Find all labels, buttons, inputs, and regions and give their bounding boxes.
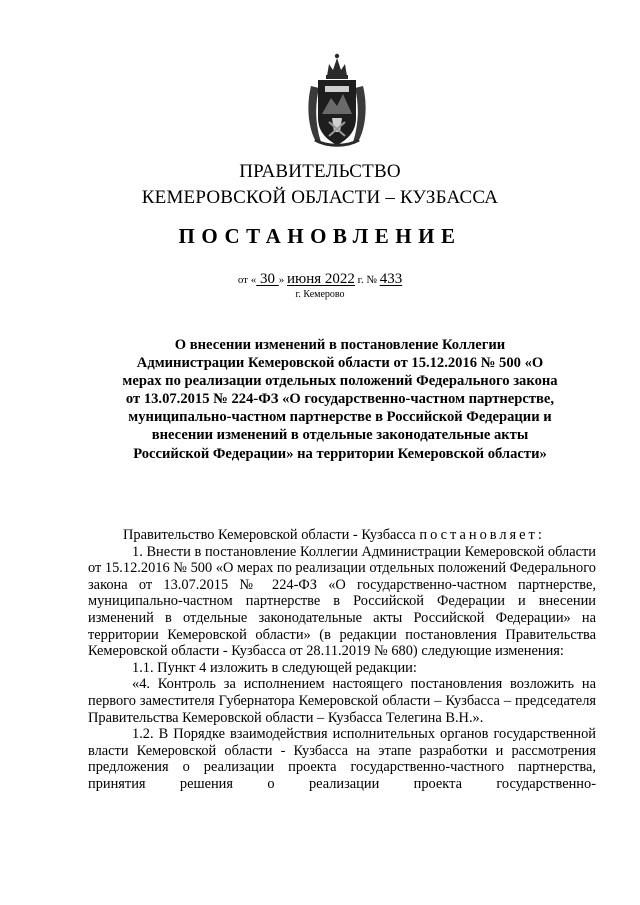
date-day: 30	[256, 271, 279, 287]
org-name-line1: ПРАВИТЕЛЬСТВО	[239, 161, 401, 182]
paragraph-1-1: 1.1. Пункт 4 изложить в следующей редакции:	[132, 659, 417, 676]
intro-verb: постановляет:	[419, 527, 545, 543]
city: г. Кемерово	[295, 289, 345, 300]
document-body	[88, 527, 596, 793]
intro-text: Правительство Кемеровской области - Кузбасса	[123, 527, 420, 543]
org-name-line2: КЕМЕРОВСКОЙ ОБЛАСТИ – КУЗБАССА	[141, 187, 499, 208]
document-title: О внесении изменений в постановление Коллегии Администрации Кемеровской области от 15.12.2016 № 500 «О мерах по реализации отдельных положений Федерального закона от 13.07.2015 № 224-ФЗ «О государственно-частном партнерстве, муниципально-частном партнерстве в Российской Федерации и внесении изменений в отдельные законодательные акты Российской Федерации» на территории Кемеровской области»	[122, 337, 558, 462]
document-type: ПОСТАНОВЛЕНИЕ	[178, 224, 462, 248]
date-line	[0, 271, 640, 288]
date-month-year: июня 2022	[286, 271, 355, 287]
date-year-suffix: г. №	[354, 274, 380, 286]
paragraph-1: 1. Внести в постановление Коллегии Администрации Кемеровской области от 15.12.2016 № 500 «О мерах по реализации отдельных положений Федерального закона от 13.07.2015 № 224-ФЗ «О государственно-частном партнерстве, муниципально-частном партнерстве в Российской Федерации и внесении изменений в отдельные законодательные акты Российской Федерации» на территории Кемеровской области» (в редакции постановления Правительства Кемеровской области - Кузбасса от 28.11.2019 № 680) следующие изменения:	[88, 543, 596, 660]
coat-of-arms-emblem	[305, 52, 369, 148]
intro-paragraph	[88, 527, 596, 544]
date-prefix: от «	[237, 274, 257, 286]
paragraph-quote: «4. Контроль за исполнением настоящего постановления возложить на первого заместителя Губернатора Кемеровской области – Кузбасса – председателя Правительства Кемеровской области – Кузбасса Телегина В.Н.».	[88, 676, 596, 726]
date-sep: »	[278, 274, 287, 286]
document-number: 433	[379, 271, 403, 287]
paragraph-1-2: 1.2. В Порядке взаимодействия исполнительных органов государственной власти Кемеровской области - Кузбасса на этапе разработки и рассмотрения предложения о реализации проекта государственно-частного партнерства, принятия решения о реализации проекта государственно-	[88, 726, 596, 792]
